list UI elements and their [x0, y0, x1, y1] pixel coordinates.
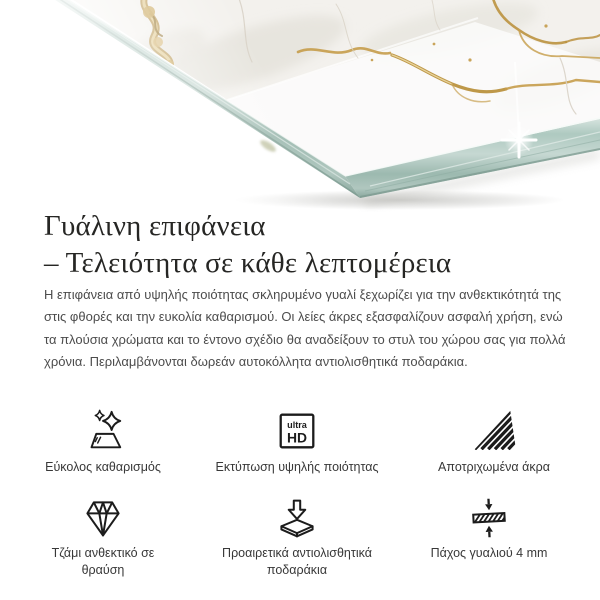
diamond-icon [81, 496, 125, 540]
feature-label-line: Τζάμι ανθεκτικό σε [51, 546, 155, 560]
feature-label [438, 459, 550, 476]
feature-label [45, 459, 161, 476]
description-paragraph [44, 284, 584, 373]
feature-label [222, 545, 372, 580]
arrow-onto-pad-icon [275, 496, 319, 540]
feature-label [216, 459, 379, 476]
feature-label [52, 545, 155, 580]
feature-label-line: θραύση [81, 563, 125, 578]
ultra-hd-badge-icon [274, 408, 320, 454]
striped-edge-triangle-icon [471, 408, 517, 454]
ultra-hd-text-bottom: HD [286, 429, 308, 446]
section-title [44, 208, 564, 282]
feature-anti-slip-feet [197, 496, 397, 580]
feature-glass-thickness [409, 496, 569, 562]
section-title-line-2: – Τελειότητα σε κάθε λεπτομέρεια [44, 247, 452, 279]
feature-label-line: ποδαράκια [266, 563, 328, 578]
feature-shatter-resistant [23, 496, 183, 580]
feature-label-line: Αποτριχωμένα άκρα [438, 460, 550, 474]
paragraph-line: χρόνια. Περιλαμβάνονται δωρεάν αυτοκόλλητα αντιολισθητικά ποδαράκια. [44, 353, 468, 369]
feature-high-quality-print [207, 408, 387, 476]
feature-polished-edges [414, 408, 574, 476]
paragraph-line: τα πλούσια χρώματα και το έντονο σχέδιο θα αναδείξουν το στυλ του χώρου σας για πολλά [44, 331, 566, 347]
sparkle-clean-surface-icon [80, 408, 126, 454]
feature-label-line: Εκτύπωση υψηλής ποιότητας [215, 460, 379, 474]
paragraph-line: στις φθορές και την ευκολία καθαρισμού. Οι λείες άκρες εξασφαλίζουν ασφαλή χρήση, ενώ [44, 309, 563, 325]
feature-label [431, 545, 548, 562]
section-title-line-1: Γυάλινη επιφάνεια [44, 210, 266, 242]
feature-label-line: Προαιρετικά αντιολισθητικά [222, 546, 372, 560]
ultra-hd-text-top: ultra [287, 420, 307, 431]
thickness-arrows-icon [467, 496, 511, 540]
glass-panel-illustration [0, 0, 600, 212]
paragraph-line: Η επιφάνεια από υψηλής ποιότητας σκληρυμένο γυαλί ξεχωρίζει για την ανθεκτικότητά της [44, 287, 562, 302]
hero-image-glass-panel [0, 0, 600, 212]
feature-label-line: Εύκολος καθαρισμός [45, 460, 161, 474]
feature-label-line: Πάχος γυαλιού 4 mm [430, 546, 548, 560]
feature-easy-cleaning [23, 408, 183, 476]
